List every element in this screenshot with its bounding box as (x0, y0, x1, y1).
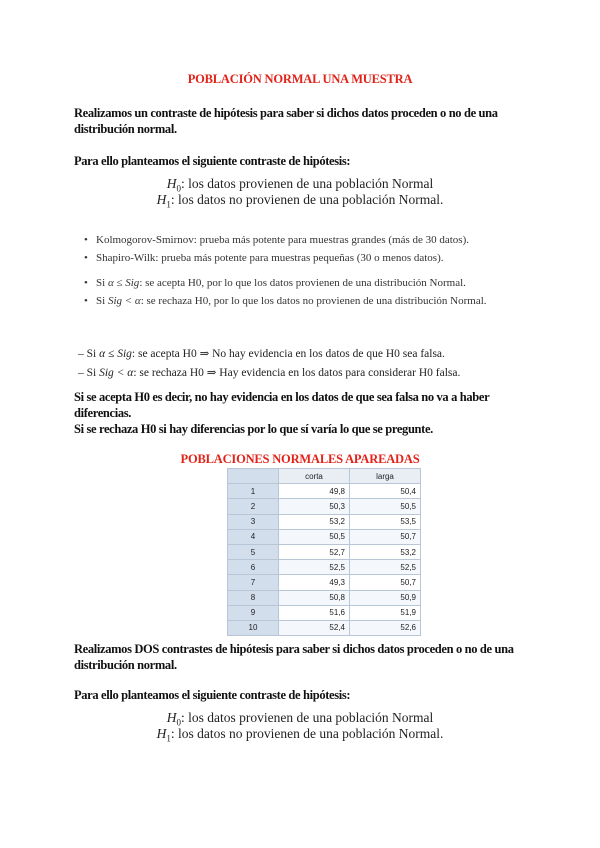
larga-cell: 50,9 (350, 590, 421, 605)
h1-text: los datos no provienen de una población Normal. (177, 192, 444, 207)
h0-text-2: los datos provienen de una población Normal (188, 710, 434, 725)
row-index-cell: 1 (228, 484, 279, 499)
dash-rule-reject-text: se rechaza H0 ⇒ Hay evidencia en los datos para considerar H0 falsa. (139, 367, 461, 379)
table-row (228, 499, 421, 514)
table-row (228, 529, 421, 544)
conclusion-accept: Si se acepta H0 es decir, no hay evidencia en los datos de que sea falsa no va a haber diferencias. (74, 390, 490, 420)
larga-cell: 53,5 (350, 514, 421, 529)
row-index-cell: 3 (228, 514, 279, 529)
larga-cell: 52,6 (350, 620, 421, 635)
corta-cell: 49,3 (279, 575, 350, 590)
corta-cell: 50,3 (279, 499, 350, 514)
corta-cell: 51,6 (279, 605, 350, 620)
data-table-container (227, 468, 421, 636)
larga-cell: 50,5 (350, 499, 421, 514)
test-shapiro: • Shapiro-Wilk: prueba más potente para muestras pequeñas (30 o menos datos). (96, 251, 546, 266)
table-row (228, 484, 421, 499)
lead-paragraph-2: Para ello planteamos el siguiente contraste de hipótesis: (74, 688, 351, 702)
corta-cell: 49,8 (279, 484, 350, 499)
row-index-cell: 8 (228, 590, 279, 605)
corta-cell: 53,2 (279, 514, 350, 529)
intro-paragraph-2: Realizamos DOS contrastes de hipótesis para saber si dichos datos proceden o no de una distribución normal. (74, 642, 514, 672)
dash-rule-reject: – Si Sig < α: se rechaza H0 ⇒ Hay evidencia en los datos para considerar H0 falsa. (78, 367, 461, 379)
row-index-cell: 6 (228, 560, 279, 575)
test-kolmogorov: • Kolmogorov-Smirnov: prueba más potente para muestras grandes (más de 30 datos). (96, 233, 546, 248)
corta-cell: 50,8 (279, 590, 350, 605)
row-index-cell: 5 (228, 544, 279, 559)
table-row (228, 544, 421, 559)
rule-accept: • Si α ≤ Sig: se acepta H0, por lo que los datos provienen de una distribución Normal. (96, 276, 536, 291)
table-row (228, 575, 421, 590)
rule-reject: • Si Sig < α: se rechaza H0, por lo que los datos no provienen de una distribución Normal. (96, 294, 536, 309)
table-row (228, 620, 421, 635)
table-row (228, 560, 421, 575)
dash-rule-accept: – Si α ≤ Sig: se acepta H0 ⇒ No hay evidencia en los datos de que H0 sea falsa. (78, 348, 445, 360)
table-row (228, 514, 421, 529)
table-row (228, 605, 421, 620)
lead-paragraph: Para ello planteamos el siguiente contraste de hipótesis: (74, 154, 351, 168)
h1-text-2: los datos no provienen de una población Normal. (177, 726, 444, 741)
table-row (228, 590, 421, 605)
larga-cell: 51,9 (350, 605, 421, 620)
column-header-larga: larga (350, 469, 421, 484)
rule-accept-text: se acepta H0, por lo que los datos provienen de una distribución Normal. (145, 277, 466, 289)
hypothesis-h0: $H_0$: los datos provienen de una población Normal (166, 176, 434, 194)
hypothesis-h1: $H_1$: los datos no provienen de una población Normal. (156, 192, 444, 210)
row-index-cell: 4 (228, 529, 279, 544)
hypothesis-h1-2: $H_1$: los datos no provienen de una población Normal. (156, 726, 444, 744)
corta-cell: 50,5 (279, 529, 350, 544)
corta-cell: 52,4 (279, 620, 350, 635)
larga-cell: 50,7 (350, 575, 421, 590)
section-title-apareadas: POBLACIONES NORMALES APAREADAS (180, 452, 420, 466)
hypothesis-h0-2: $H_0$: los datos provienen de una población Normal (166, 710, 434, 728)
rule-reject-text: se rechaza H0, por lo que los datos no provienen de una distribución Normal. (146, 295, 487, 307)
column-header-corta: corta (279, 469, 350, 484)
larga-cell: 52,5 (350, 560, 421, 575)
larga-cell: 50,7 (350, 529, 421, 544)
row-index-cell: 9 (228, 605, 279, 620)
row-index-cell: 10 (228, 620, 279, 635)
conclusion-reject: Si se rechaza H0 si hay diferencias por lo que sí varía lo que se pregunte. (74, 422, 433, 436)
data-table (227, 468, 421, 636)
larga-cell: 50,4 (350, 484, 421, 499)
row-index-cell: 2 (228, 499, 279, 514)
row-index-cell: 7 (228, 575, 279, 590)
table-body (228, 484, 421, 636)
larga-cell: 53,2 (350, 544, 421, 559)
corta-cell: 52,7 (279, 544, 350, 559)
table-header-row (228, 469, 421, 484)
corta-cell: 52,5 (279, 560, 350, 575)
dash-rule-accept-text: se acepta H0 ⇒ No hay evidencia en los datos de que H0 sea falsa. (137, 348, 445, 360)
intro-paragraph: Realizamos un contraste de hipótesis para saber si dichos datos proceden o no de una distribución normal. (74, 106, 498, 136)
table-corner (228, 469, 279, 484)
h0-text: los datos provienen de una población Normal (188, 176, 434, 191)
section-title-una-muestra: POBLACIÓN NORMAL UNA MUESTRA (187, 72, 413, 86)
